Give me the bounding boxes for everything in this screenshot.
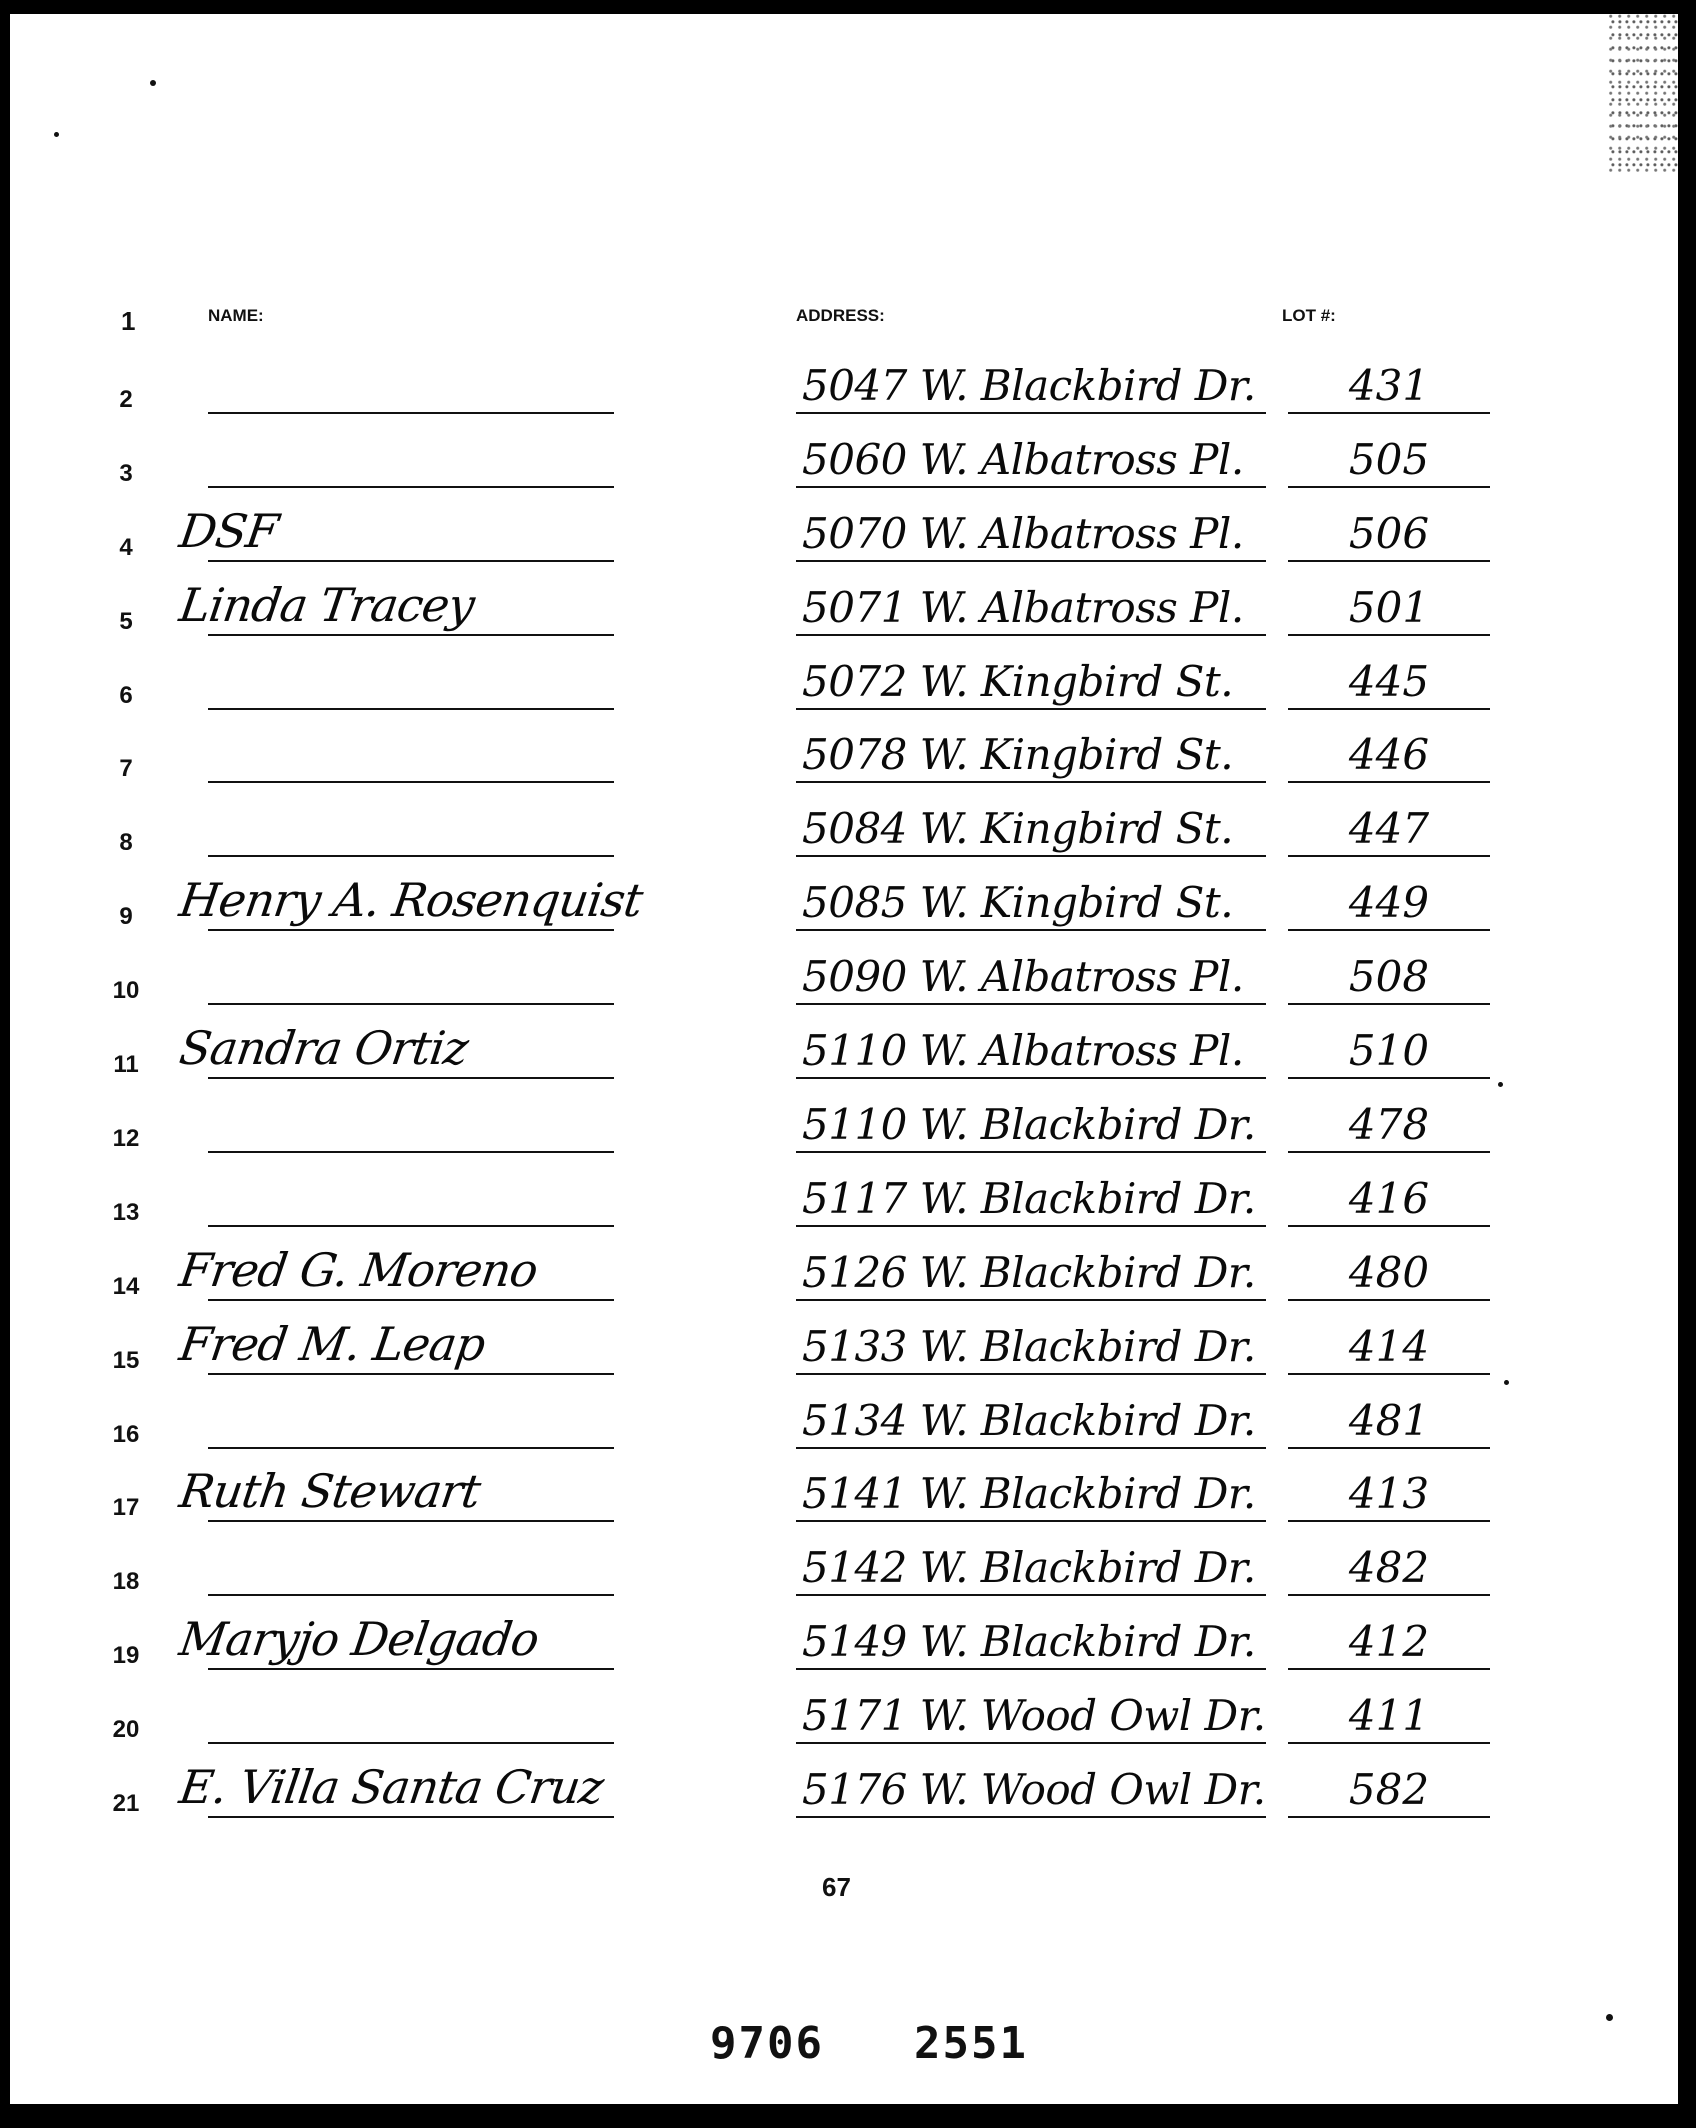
row-number: 11 xyxy=(113,1051,139,1078)
name-line xyxy=(208,412,614,414)
lot-number: 413 xyxy=(1348,1469,1430,1519)
address: 5134 W. Blackbird Dr. xyxy=(802,1395,1256,1445)
table-row xyxy=(10,1011,1678,1085)
lot-number: 411 xyxy=(1348,1691,1430,1741)
address-line xyxy=(796,1816,1266,1818)
lot-number: 445 xyxy=(1348,656,1430,706)
address: 5090 W. Albatross Pl. xyxy=(802,952,1244,1002)
name-line xyxy=(208,855,614,857)
lot-number: 416 xyxy=(1348,1173,1430,1223)
lot-line xyxy=(1288,1816,1490,1818)
stamp-number-left: 9706 xyxy=(710,2018,824,2069)
lot-number: 510 xyxy=(1348,1026,1430,1075)
signature: Henry A. Rosenquist xyxy=(176,873,646,928)
row-number: 4 xyxy=(119,533,133,561)
lot-line xyxy=(1288,1225,1490,1227)
row-number: 13 xyxy=(112,1198,140,1226)
address: 5171 W. Wood Owl Dr. xyxy=(802,1691,1266,1741)
lot-line xyxy=(1288,1447,1490,1449)
header-row-number: 1 xyxy=(121,306,136,336)
table-row xyxy=(10,1676,1678,1750)
row-number: 7 xyxy=(119,755,133,783)
table-row xyxy=(10,1381,1678,1455)
row-number: 5 xyxy=(119,607,133,635)
lot-line xyxy=(1288,560,1490,562)
signature: E. Villa Santa Cruz xyxy=(176,1760,607,1814)
table-row xyxy=(10,1602,1678,1676)
table-row xyxy=(10,346,1678,420)
lot-number: 582 xyxy=(1348,1765,1430,1814)
address: 5141 W. Blackbird Dr. xyxy=(802,1469,1256,1519)
lot-line xyxy=(1288,1594,1490,1596)
address: 5084 W. Kingbird St. xyxy=(802,804,1234,854)
address-line xyxy=(796,855,1266,857)
table-row xyxy=(10,1454,1678,1528)
name-line xyxy=(208,1447,614,1449)
signature: Ruth Stewart xyxy=(176,1464,484,1519)
row-number: 17 xyxy=(112,1494,140,1522)
name-line xyxy=(208,1077,614,1079)
address: 5070 W. Albatross Pl. xyxy=(802,508,1244,558)
address: 5176 W. Wood Owl Dr. xyxy=(802,1765,1266,1814)
lot-number: 478 xyxy=(1348,1099,1430,1149)
address-line xyxy=(796,708,1266,710)
name-line xyxy=(208,1373,614,1375)
name-line xyxy=(208,1594,614,1596)
table-row xyxy=(10,1307,1678,1381)
lot-line xyxy=(1288,1520,1490,1522)
page-number: 67 xyxy=(822,1872,851,1902)
stamp-number-right: 2551 xyxy=(914,2018,1028,2069)
header-name: NAME: xyxy=(208,306,264,325)
name-line xyxy=(208,708,614,710)
table-row xyxy=(10,863,1678,937)
row-number: 21 xyxy=(112,1790,140,1817)
address-line xyxy=(796,1447,1266,1449)
signature: DSF xyxy=(176,503,282,558)
signature: Sandra Ortiz xyxy=(176,1021,471,1075)
lot-line xyxy=(1288,1668,1490,1670)
row-number: 3 xyxy=(119,459,133,487)
address: 5047 W. Blackbird Dr. xyxy=(802,360,1256,410)
document-page xyxy=(10,14,1678,2104)
lot-line xyxy=(1288,1151,1490,1153)
name-line xyxy=(208,1668,614,1670)
lot-number: 505 xyxy=(1348,434,1430,484)
lot-number: 412 xyxy=(1348,1617,1430,1667)
address: 5142 W. Blackbird Dr. xyxy=(802,1543,1256,1593)
table-row xyxy=(10,420,1678,494)
address-line xyxy=(796,1668,1266,1670)
row-number: 14 xyxy=(112,1272,140,1300)
address: 5117 W. Blackbird Dr. xyxy=(802,1173,1256,1223)
scan-speck xyxy=(1504,1380,1509,1385)
lot-number: 508 xyxy=(1348,952,1430,1002)
address: 5133 W. Blackbird Dr. xyxy=(802,1321,1256,1371)
row-number: 18 xyxy=(112,1568,140,1596)
table-row xyxy=(10,715,1678,789)
address-line xyxy=(796,1742,1266,1744)
name-line xyxy=(208,1520,614,1522)
name-line xyxy=(208,929,614,931)
row-number: 12 xyxy=(112,1124,140,1152)
name-line xyxy=(208,560,614,562)
signature: Fred G. Moreno xyxy=(176,1242,541,1297)
name-line xyxy=(208,1742,614,1744)
address-line xyxy=(796,1520,1266,1522)
address-line xyxy=(796,1299,1266,1301)
lot-number: 482 xyxy=(1348,1543,1430,1593)
lot-line xyxy=(1288,486,1490,488)
row-number: 19 xyxy=(112,1642,140,1670)
table-row xyxy=(10,1159,1678,1233)
address: 5085 W. Kingbird St. xyxy=(802,878,1234,928)
lot-line xyxy=(1288,1742,1490,1744)
table-row xyxy=(10,1233,1678,1307)
lot-number: 506 xyxy=(1348,508,1430,558)
address-line xyxy=(796,781,1266,783)
table-row xyxy=(10,789,1678,863)
address-line xyxy=(796,634,1266,636)
lot-number: 414 xyxy=(1348,1321,1430,1371)
lot-line xyxy=(1288,855,1490,857)
name-line xyxy=(208,1151,614,1153)
address: 5110 W. Blackbird Dr. xyxy=(802,1099,1256,1149)
lot-number: 449 xyxy=(1348,878,1430,928)
signature: Linda Tracey xyxy=(176,577,478,632)
address-line xyxy=(796,560,1266,562)
row-number: 2 xyxy=(119,385,133,413)
scan-speck xyxy=(1606,2014,1613,2021)
name-line xyxy=(208,486,614,488)
table-row xyxy=(10,1085,1678,1159)
address-line xyxy=(796,1225,1266,1227)
lot-line xyxy=(1288,1077,1490,1079)
scan-speck xyxy=(54,132,59,137)
address-line xyxy=(796,486,1266,488)
table-row xyxy=(10,1528,1678,1602)
lot-number: 480 xyxy=(1348,1247,1430,1297)
scan-noise xyxy=(1608,14,1678,174)
address-line xyxy=(796,929,1266,931)
table-row xyxy=(10,937,1678,1011)
address-line xyxy=(796,1151,1266,1153)
address-line xyxy=(796,1373,1266,1375)
address: 5078 W. Kingbird St. xyxy=(802,730,1234,780)
address: 5126 W. Blackbird Dr. xyxy=(802,1247,1256,1297)
lot-number: 446 xyxy=(1348,730,1430,780)
table-row xyxy=(10,494,1678,568)
name-line xyxy=(208,1003,614,1005)
header-lot: LOT #: xyxy=(1282,306,1336,325)
scan-speck xyxy=(1498,1082,1503,1087)
lot-line xyxy=(1288,412,1490,414)
signature: Maryjo Delgado xyxy=(176,1612,542,1667)
address: 5060 W. Albatross Pl. xyxy=(802,434,1244,484)
address-line xyxy=(796,1003,1266,1005)
row-number: 6 xyxy=(119,681,133,709)
lot-line xyxy=(1288,1373,1490,1375)
name-line xyxy=(208,1299,614,1301)
address: 5072 W. Kingbird St. xyxy=(802,656,1234,706)
address: 5110 W. Albatross Pl. xyxy=(802,1026,1244,1075)
signature: Fred M. Leap xyxy=(176,1316,488,1371)
row-number: 16 xyxy=(112,1420,140,1448)
lot-number: 431 xyxy=(1348,360,1430,410)
table-row xyxy=(10,568,1678,642)
lot-line xyxy=(1288,781,1490,783)
row-number: 10 xyxy=(112,977,140,1005)
lot-line xyxy=(1288,1003,1490,1005)
address-line xyxy=(796,412,1266,414)
row-number: 20 xyxy=(112,1716,140,1744)
lot-line xyxy=(1288,1299,1490,1301)
address-line xyxy=(796,1077,1266,1079)
lot-line xyxy=(1288,634,1490,636)
header-address: ADDRESS: xyxy=(796,306,885,325)
lot-number: 447 xyxy=(1348,804,1430,854)
scan-speck xyxy=(150,80,156,86)
table-row xyxy=(10,1750,1678,1824)
table-row xyxy=(10,642,1678,716)
address: 5149 W. Blackbird Dr. xyxy=(802,1617,1256,1667)
row-number: 9 xyxy=(119,903,133,931)
lot-line xyxy=(1288,708,1490,710)
name-line xyxy=(208,634,614,636)
name-line xyxy=(208,1225,614,1227)
name-line xyxy=(208,1816,614,1818)
row-number: 15 xyxy=(112,1346,140,1374)
row-number: 8 xyxy=(119,829,133,857)
lot-number: 501 xyxy=(1348,582,1430,632)
name-line xyxy=(208,781,614,783)
address-line xyxy=(796,1594,1266,1596)
address: 5071 W. Albatross Pl. xyxy=(802,582,1244,632)
lot-line xyxy=(1288,929,1490,931)
lot-number: 481 xyxy=(1348,1395,1430,1445)
